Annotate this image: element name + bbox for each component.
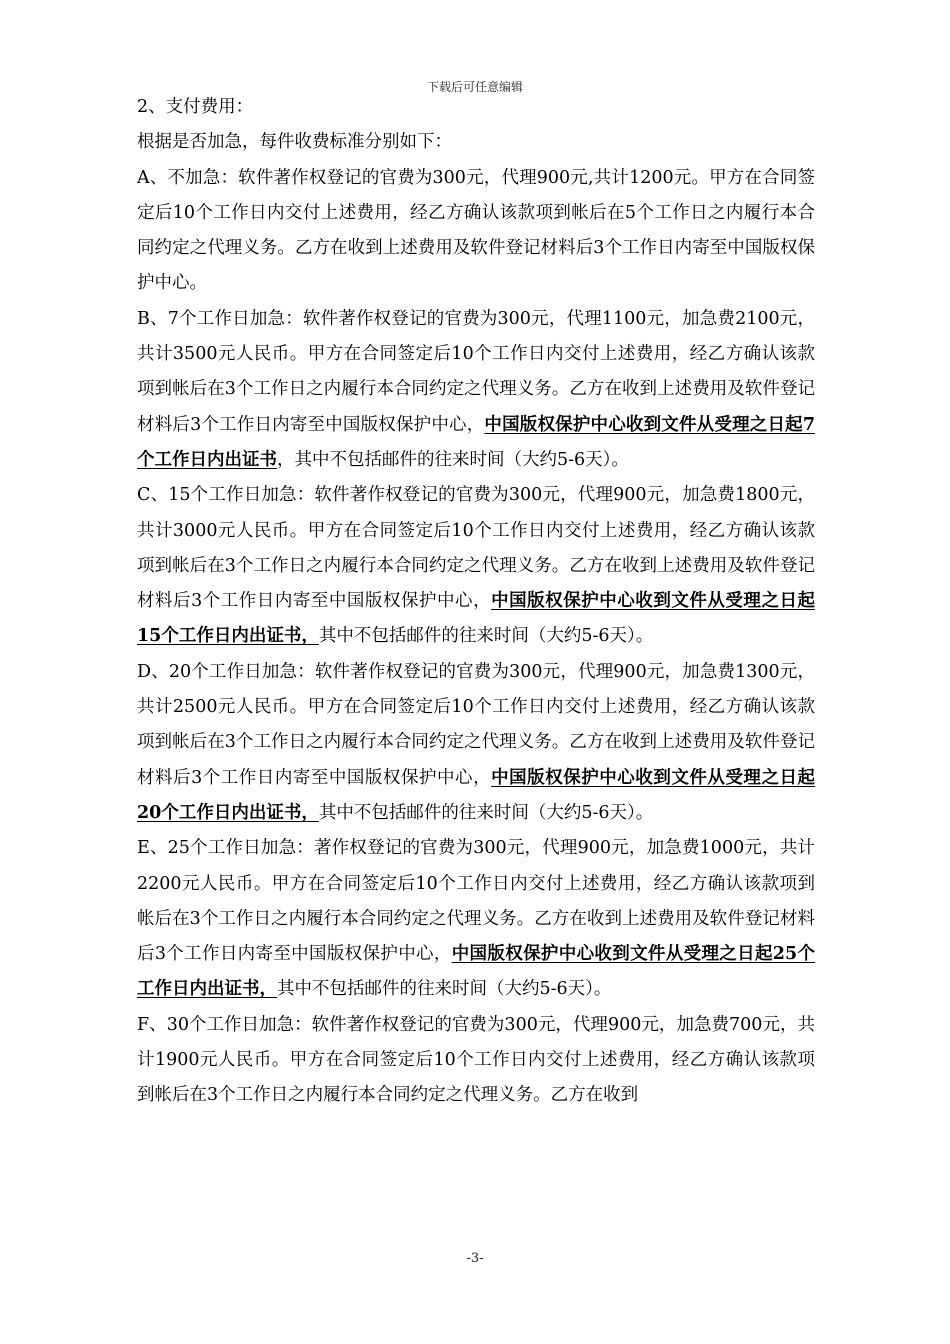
fee-option-c-text: C、15个工作日加急：软件著作权登记的官费为300元，代理900元，加急费1800元，共计3000元人民币。甲方在合同签定后10个工作日内交付上述费用，经乙方确认该款项到帐后在3个工作日之内履行本合同约定之代理义务。乙方在收到上述费用及软件登记材料后3个工作日内寄至中国版权保护中心， <box>137 485 815 612</box>
fee-option-c-tail: 其中不包括邮件的往来时间（大约5-6天）。 <box>318 626 654 647</box>
fee-option-d-text: D、20个工作日加急：软件著作权登记的官费为300元，代理900元，加急费1300元，共计2500元人民币。甲方在合同签定后10个工作日内交付上述费用，经乙方确认该款项到帐后在3个工作日之内履行本合同约定之代理义务。乙方在收到上述费用及软件登记材料后3个工作日内寄至中国版权保护中心， <box>137 661 815 788</box>
fee-option-d-emphasis: 中国版权保护中心收到文件从受理之日起20个工作日内出证书， <box>137 767 816 823</box>
fee-option-f: F、30个工作日加急：软件著作权登记的官费为300元，代理900元，加急费700元，共计1900元人民币。甲方在合同签定后10个工作日内交付上述费用，经乙方确认该款项到帐后在3个工作日之内履行本合同约定之代理义务。乙方在收到 <box>137 1014 815 1106</box>
fee-option-e-emphasis: 中国版权保护中心收到文件从受理之日起25个工作日内出证书， <box>137 944 815 1000</box>
fee-option-d-tail: 其中不包括邮件的往来时间（大约5-6天）。 <box>318 802 654 823</box>
fee-option-e-tail: 其中不包括邮件的往来时间（大约5-6天）。 <box>277 979 612 1000</box>
fee-option-c-emphasis: 中国版权保护中心收到文件从受理之日起15个工作日内出证书， <box>137 591 816 647</box>
fee-option-b-tail: ，其中不包括邮件的往来时间（大约5-6天）。 <box>277 449 629 470</box>
page-header: 下载后可任意编辑 <box>426 80 523 94</box>
fee-option-e-text: E、25个工作日加急：著作权登记的官费为300元，代理900元，加急费1000元，共计2200元人民币。甲方在合同签定后10个工作日内交付上述费用，经乙方确认该款项到帐后在3个工作日之内履行本合同约定之代理义务。乙方在收到上述费用及软件登记材料后3个工作日内寄至中国版权保护中心， <box>137 838 815 965</box>
fee-option-b <box>137 302 815 478</box>
fee-intro: 根据是否加急，每件收费标准分别如下： <box>137 132 452 153</box>
fee-option-a: A、不加急：软件著作权登记的官费为300元，代理900元,共计1200元。甲方在合同签定后10个工作日内交付上述费用，经乙方确认该款项到帐后在5个工作日之内履行本合同约定之代理义务。乙方在收到上述费用及软件登记材料后3个工作日内寄至中国版权保护中心。 <box>137 167 815 294</box>
fee-option-c <box>137 478 815 654</box>
page-number: -3- <box>466 1251 484 1266</box>
document-body <box>137 90 815 1114</box>
fee-option-b-text: B、7个工作日加急：软件著作权登记的官费为300元，代理1100元，加急费2100元，共计3500元人民币。甲方在合同签定后10个工作日内交付上述费用，经乙方确认该款项到帐后在3个工作日之内履行本合同约定之代理义务。乙方在收到上述费用及软件登记材料后3个工作日内寄至中国版权保护中心， <box>137 308 815 435</box>
fee-option-e <box>137 831 815 1007</box>
fee-option-b-emphasis: 中国版权保护中心收到文件从受理之日起7个工作日内出证书 <box>137 414 815 470</box>
fee-option-d <box>137 655 815 831</box>
section-heading: 2、支付费用： <box>137 97 254 117</box>
